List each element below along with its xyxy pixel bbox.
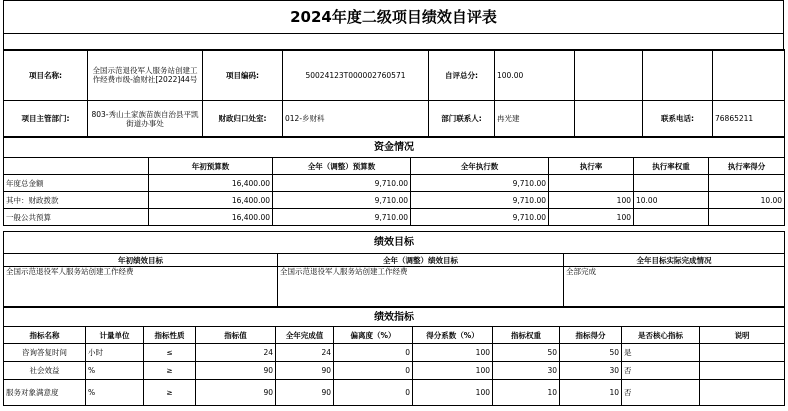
table-row (4, 380, 785, 406)
phone-value: 76865211 (713, 101, 785, 137)
funds-budget: 16,400.00 (149, 192, 273, 209)
ind-header-nature: 指标性质 (144, 327, 196, 344)
ind-core: 是 (622, 344, 700, 362)
table-row (4, 209, 785, 226)
goals-header-initial: 年初绩效目标 (4, 254, 278, 267)
goal-actual: 全部完成 (564, 267, 785, 307)
ind-weight: 30 (493, 362, 560, 380)
ind-header-done: 全年完成值 (276, 327, 334, 344)
project-name-label: 项目名称: (4, 50, 88, 101)
ind-done: 24 (276, 344, 334, 362)
funds-score (709, 175, 785, 192)
funds-row-label: 年度总金额 (4, 175, 149, 192)
goal-adjusted: 全国示范退役军人服务站创建工作经费 (278, 267, 564, 307)
funds-weight: 10.00 (634, 192, 709, 209)
ind-name: 社会效益 (4, 362, 86, 380)
ind-unit: % (86, 380, 144, 406)
funds-adjusted: 9,710.00 (273, 192, 411, 209)
ind-header-name: 指标名称 (4, 327, 86, 344)
funds-section-title: 资金情况 (4, 138, 785, 158)
ind-name: 咨询答复时间 (4, 344, 86, 362)
project-code-label: 项目编码: (203, 50, 283, 101)
blank-cell (575, 101, 643, 137)
project-code-value: 50024123T000002760571 (283, 50, 429, 101)
ind-value: 24 (196, 344, 276, 362)
funds-header-executed: 全年执行数 (411, 158, 549, 175)
funds-executed: 9,710.00 (411, 209, 549, 226)
table-row (4, 344, 785, 362)
contact-label: 部门联系人: (429, 101, 495, 137)
funds-weight (634, 209, 709, 226)
ind-dev: 0 (334, 380, 413, 406)
ind-coef: 100 (413, 344, 493, 362)
ind-header-weight: 指标权重 (493, 327, 560, 344)
finance-value: 012-乡财科 (283, 101, 429, 137)
project-name-value: 全国示范退役军人服务站创建工作经费市级-渝财社[2022]44号 (88, 50, 203, 101)
blank-cell (4, 34, 784, 51)
funds-header-rate: 执行率 (549, 158, 634, 175)
table-row (4, 175, 785, 192)
ind-unit: 小时 (86, 344, 144, 362)
dept-label: 项目主管部门: (4, 101, 88, 137)
page-title: 2024年度二级项目绩效自评表 (3, 0, 784, 34)
funds-weight (634, 175, 709, 192)
ind-note (700, 380, 785, 406)
funds-score (709, 209, 785, 226)
ind-name: 服务对象满意度 (4, 380, 86, 406)
funds-header-budget: 年初预算数 (149, 158, 273, 175)
total-score-value: 100.00 (495, 50, 575, 101)
ind-done: 90 (276, 380, 334, 406)
funds-header-score: 执行率得分 (709, 158, 785, 175)
funds-budget: 16,400.00 (149, 175, 273, 192)
ind-unit: % (86, 362, 144, 380)
funds-score: 10.00 (709, 192, 785, 209)
ind-core: 否 (622, 380, 700, 406)
total-score-label: 自评总分: (429, 50, 495, 101)
funds-rate (549, 175, 634, 192)
ind-score: 30 (560, 362, 622, 380)
ind-nature: ≥ (144, 362, 196, 380)
ind-nature: ≤ (144, 344, 196, 362)
blank-cell (713, 50, 785, 101)
funds-adjusted: 9,710.00 (273, 175, 411, 192)
finance-label: 财政归口处室: (203, 101, 283, 137)
funds-rate: 100 (549, 209, 634, 226)
ind-dev: 0 (334, 344, 413, 362)
blank-cell (643, 50, 713, 101)
goals-table (3, 231, 785, 307)
info-table (3, 49, 785, 137)
ind-header-note: 说明 (700, 327, 785, 344)
funds-table (3, 137, 785, 226)
indicators-table (3, 307, 785, 406)
ind-weight: 50 (493, 344, 560, 362)
funds-row-label: 其中：财政拨款 (4, 192, 149, 209)
contact-value: 冉光建 (495, 101, 575, 137)
ind-header-score: 指标得分 (560, 327, 622, 344)
ind-note (700, 344, 785, 362)
funds-executed: 9,710.00 (411, 175, 549, 192)
ind-score: 50 (560, 344, 622, 362)
table-row (4, 362, 785, 380)
table-row (4, 192, 785, 209)
ind-score: 10 (560, 380, 622, 406)
ind-note (700, 362, 785, 380)
funds-header-adjusted: 全年（调整）预算数 (273, 158, 411, 175)
goals-header-adjusted: 全年（调整）绩效目标 (278, 254, 564, 267)
ind-header-value: 指标值 (196, 327, 276, 344)
ind-value: 90 (196, 362, 276, 380)
funds-row-label: 一般公共预算 (4, 209, 149, 226)
ind-dev: 0 (334, 362, 413, 380)
funds-executed: 9,710.00 (411, 192, 549, 209)
funds-adjusted: 9,710.00 (273, 209, 411, 226)
ind-done: 90 (276, 362, 334, 380)
ind-value: 90 (196, 380, 276, 406)
goal-initial: 全国示范退役军人服务站创建工作经费 (4, 267, 278, 307)
ind-header-unit: 计量单位 (86, 327, 144, 344)
ind-core: 否 (622, 362, 700, 380)
goals-header-actual: 全年目标实际完成情况 (564, 254, 785, 267)
ind-header-dev: 偏离度（%） (334, 327, 413, 344)
ind-header-coef: 得分系数（%） (413, 327, 493, 344)
ind-header-core: 是否核心指标 (622, 327, 700, 344)
phone-label: 联系电话: (643, 101, 713, 137)
ind-coef: 100 (413, 362, 493, 380)
indicators-section-title: 绩效指标 (4, 308, 785, 327)
blank-cell (4, 158, 149, 175)
funds-budget: 16,400.00 (149, 209, 273, 226)
ind-coef: 100 (413, 380, 493, 406)
funds-rate: 100 (549, 192, 634, 209)
funds-header-weight: 执行率权重 (634, 158, 709, 175)
ind-nature: ≥ (144, 380, 196, 406)
dept-value: 803-秀山土家族苗族自治县平凯街道办事处 (88, 101, 203, 137)
ind-weight: 10 (493, 380, 560, 406)
blank-cell (575, 50, 643, 101)
goals-section-title: 绩效目标 (4, 232, 785, 254)
